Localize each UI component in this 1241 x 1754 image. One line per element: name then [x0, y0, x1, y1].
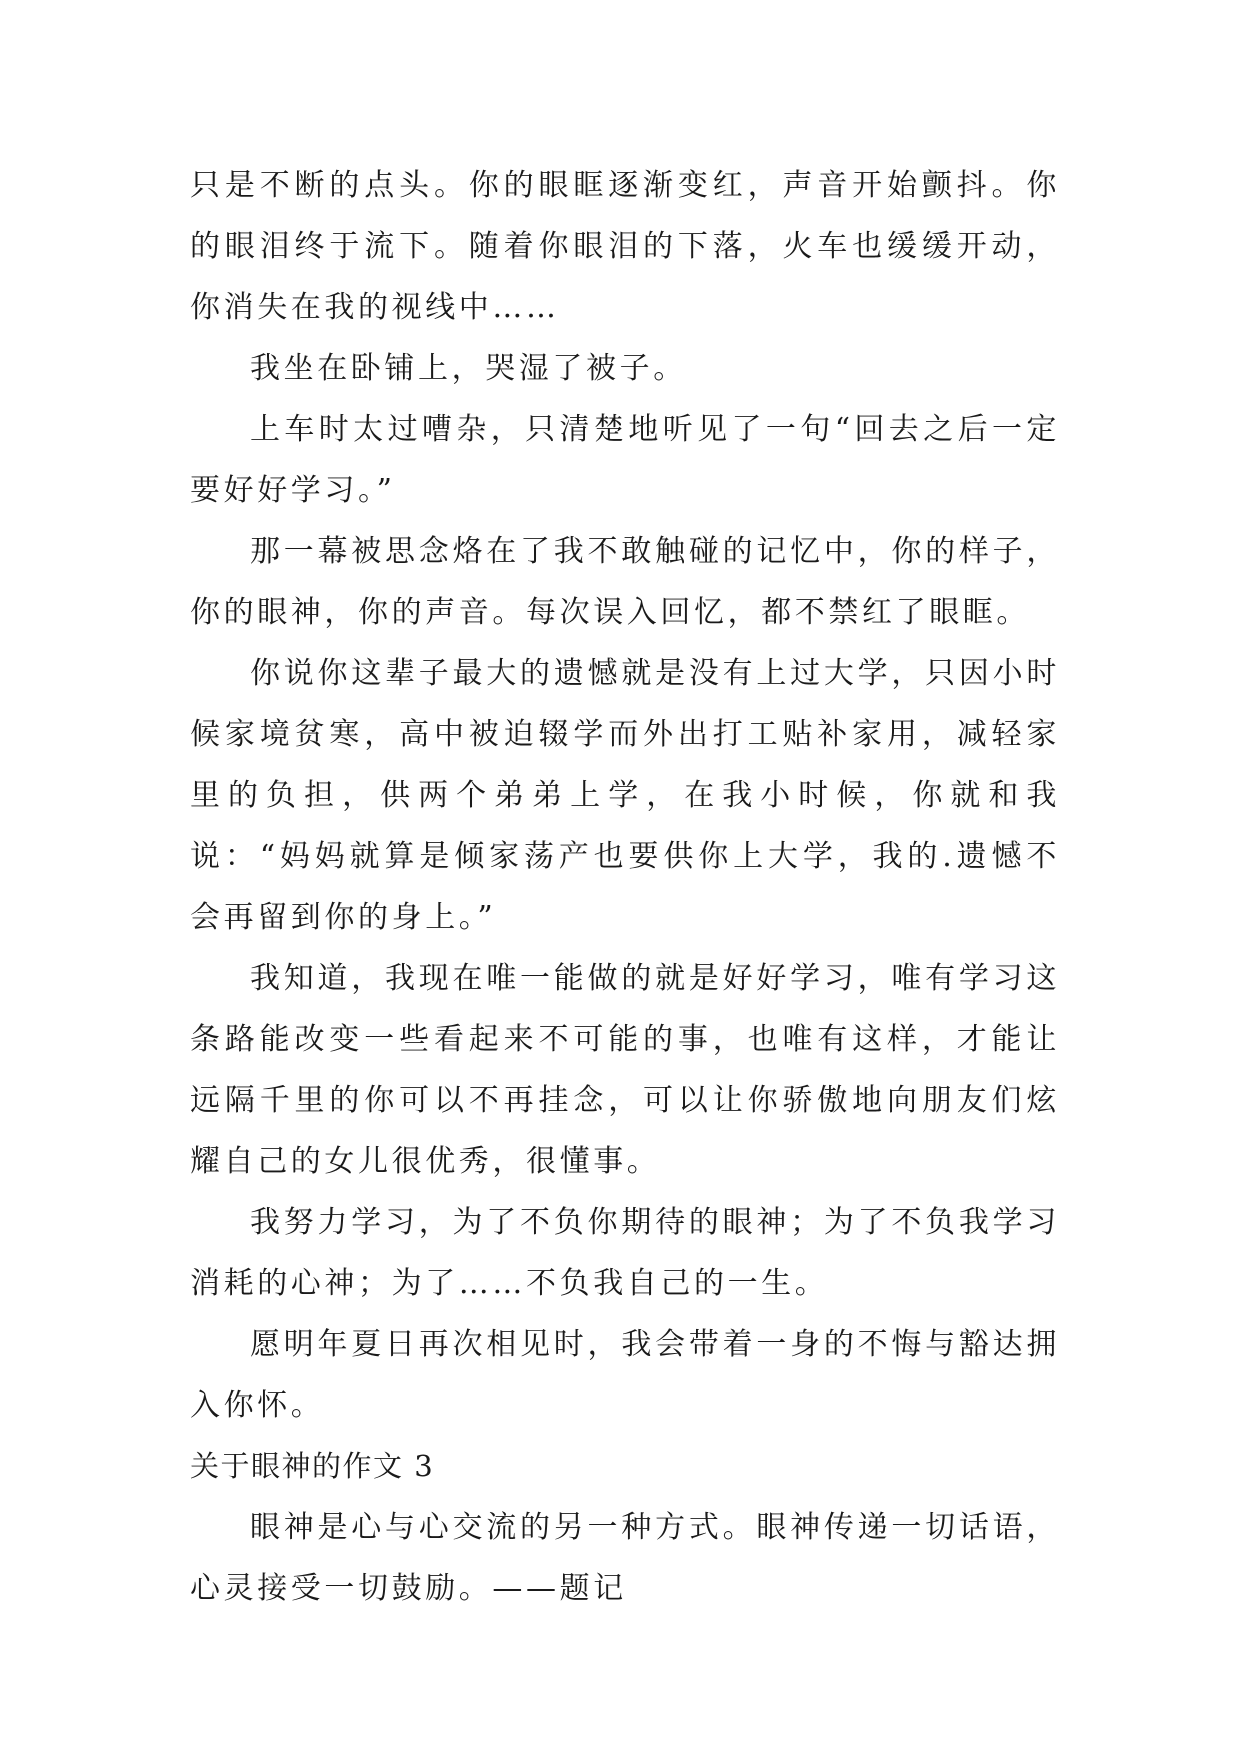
- paragraph: 那一幕被思念烙在了我不敢触碰的记忆中，你的样子，你的眼神，你的声音。每次误入回忆，都不禁红了眼眶。: [190, 534, 1060, 630]
- paragraph: 愿明年夏日再次相见时，我会带着一身的不悔与豁达拥入你怀。: [190, 1327, 1060, 1423]
- paragraph: 我坐在卧铺上，哭湿了被子。: [250, 351, 687, 386]
- paragraph: 上车时太过嘈杂，只清楚地听见了一句“回去之后一定要好好学习。”: [190, 412, 1060, 508]
- paragraph: 你说你这辈子最大的遗憾就是没有上过大学，只因小时候家境贫寒，高中被迫辍学而外出打工贴补家用，减轻家里的负担，供两个弟弟上学，在我小时候，你就和我说：“妈妈就算是倾家荡产也要供你上大学，我的.遗憾不会再留到你的身上。”: [190, 656, 1060, 935]
- paragraph: 我努力学习，为了不负你期待的眼神；为了不负我学习消耗的心神；为了……不负我自己的一生。: [190, 1205, 1060, 1301]
- section-heading: 关于眼神的作文 3: [190, 1449, 435, 1483]
- document-body: [190, 155, 1060, 1619]
- paragraph: 我知道，我现在唯一能做的就是好好学习，唯有学习这条路能改变一些看起来不可能的事，也唯有这样，才能让远隔千里的你可以不再挂念，可以让你骄傲地向朋友们炫耀自己的女儿很优秀，很懂事。: [190, 961, 1060, 1179]
- paragraph-epigraph: 眼神是心与心交流的另一种方式。眼神传递一切话语，心灵接受一切鼓励。——题记: [190, 1510, 1060, 1606]
- paragraph-continued: 只是不断的点头。你的眼眶逐渐变红，声音开始颤抖。你的眼泪终于流下。随着你眼泪的下落，火车也缓缓开动，你消失在我的视线中……: [190, 168, 1060, 325]
